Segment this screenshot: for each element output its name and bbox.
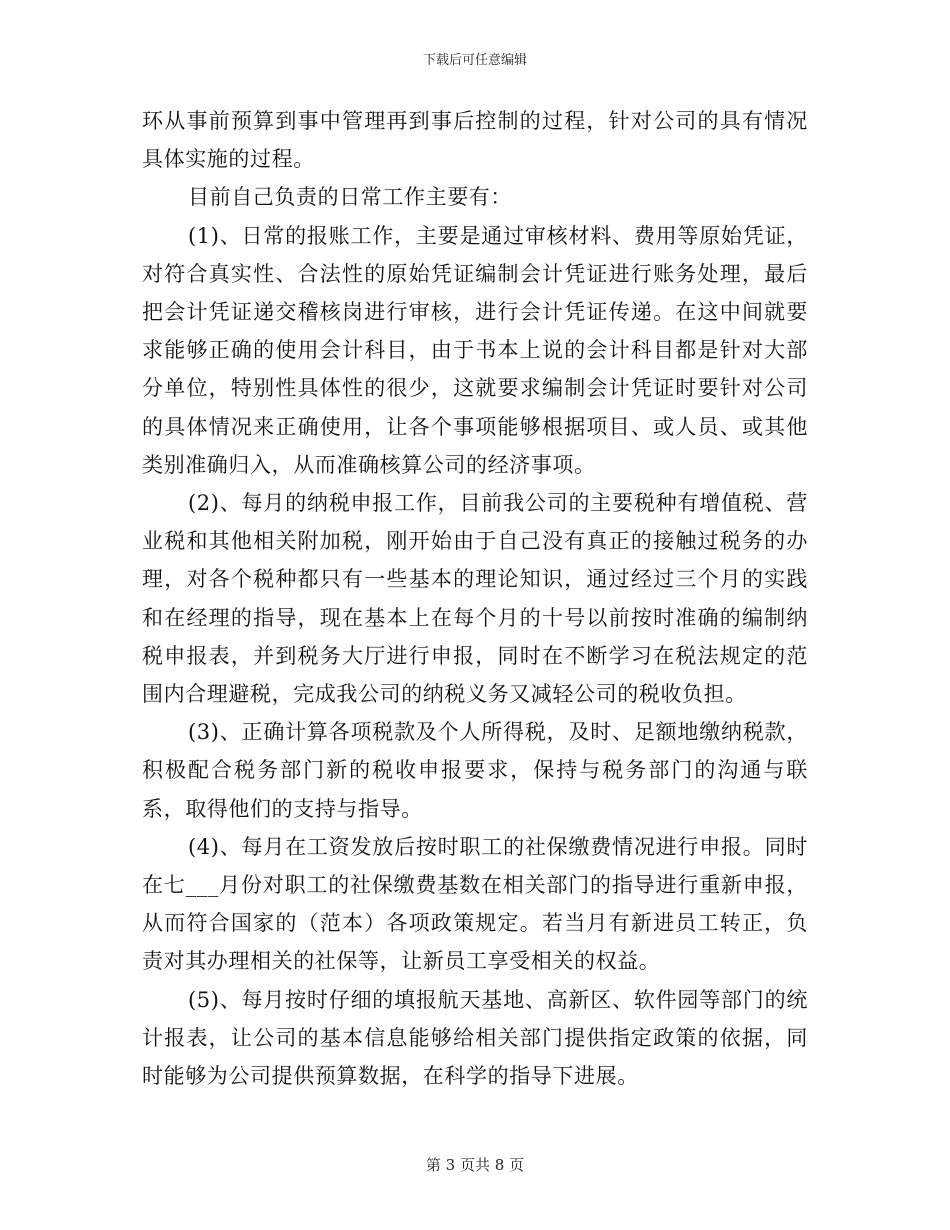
page-number: 第 3 页共 8 页 — [425, 1156, 525, 1174]
paragraph-item-3: (3)、正确计算各项税款及个人所得税，及时、足额地缴纳税款，积极配合税务部门新的税收申报要求，保持与税务部门的沟通与联系，取得他们的支持与指导。 — [142, 720, 808, 821]
paragraph-duties-heading: 目前自己负责的日常工作主要有： — [188, 185, 512, 210]
document-body — [142, 102, 808, 1095]
paragraph-item-4: (4)、每月在工资发放后按时职工的社保缴费情况进行申报。同时在七___月份对职工的社保缴费基数在相关部门的指导进行重新申报，从而符合国家的（范本）各项政策规定。若当月有新进员工转正，负责对其办理相关的社保等，让新员工享受相关的权益。 — [142, 834, 808, 974]
paragraph-item-1: (1)、日常的报账工作，主要是通过审核材料、费用等原始凭证，对符合真实性、合法性的原始凭证编制会计凭证进行账务处理，最后把会计凭证递交稽核岗进行审核，进行会计凭证传递。在这中间就要求能够正确的使用会计科目，由于书本上说的会计科目都是针对大部分单位，特别性具体性的很少，这就要求编制会计凭证时要针对公司的具体情况来正确使用，让各个事项能够根据项目、或人员、或其他类别准确归入，从而准确核算公司的经济事项。 — [142, 223, 808, 477]
paragraph-item-5: (5)、每月按时仔细的填报航天基地、高新区、软件园等部门的统计报表，让公司的基本信息能够给相关部门提供指定政策的依据，同时能够为公司提供预算数据，在科学的指导下进展。 — [142, 987, 808, 1089]
paragraph-intro-continuation: 环从事前预算到事中管理再到事后控制的过程，针对公司的具有情况具体实施的过程。 — [142, 109, 808, 172]
header-note: 下载后可任意编辑 — [422, 53, 527, 68]
paragraph-item-2: (2)、每月的纳税申报工作，目前我公司的主要税种有增值税、营业税和其他相关附加税，刚开始由于自己没有真正的接触过税务的办理，对各个税种都只有一些基本的理论知识，通过经过三个月的实践和在经理的指导，现在基本上在每个月的十号以前按时准确的编制纳税申报表，并到税务大厅进行申报，同时在不断学习在税法规定的范围内合理避税，完成我公司的纳税义务又减轻公司的税收负担。 — [142, 491, 808, 707]
